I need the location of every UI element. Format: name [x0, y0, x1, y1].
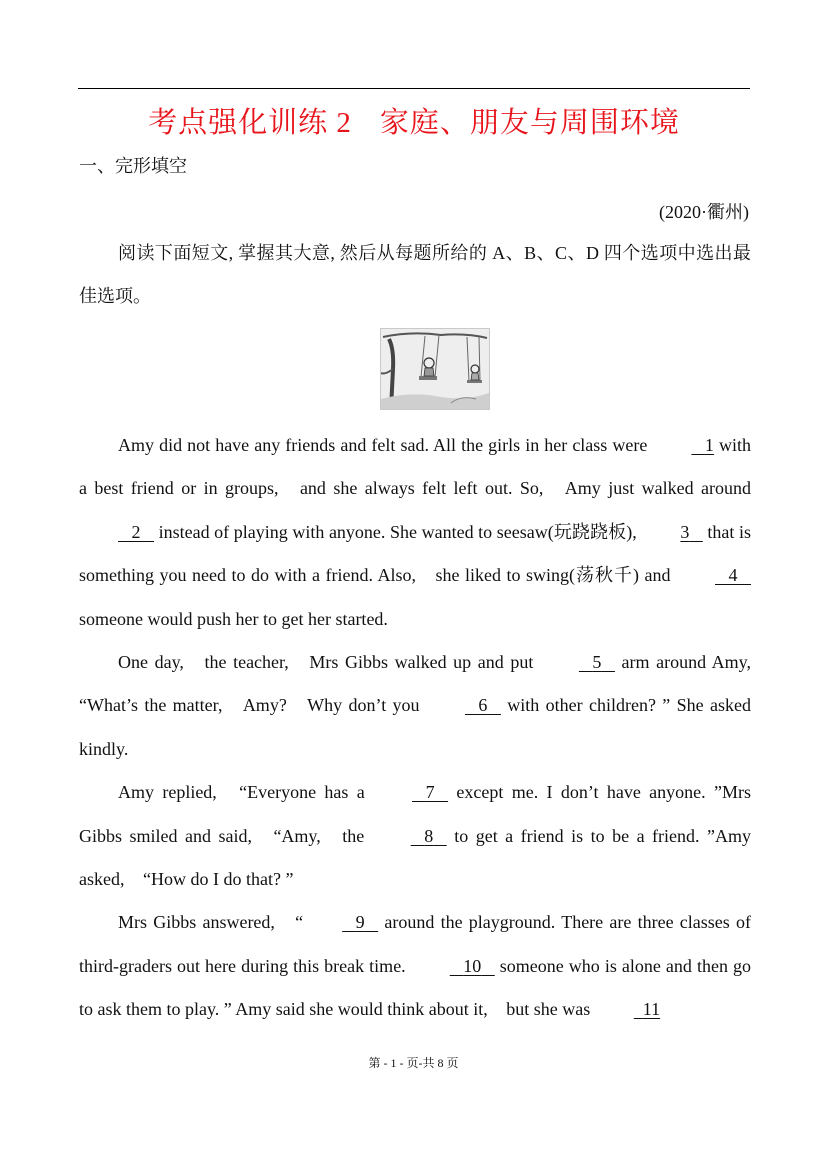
blank-number: 4	[728, 565, 738, 586]
header-rule	[78, 88, 750, 89]
passage-text: instead of playing with anyone. She wanted to seesaw(玩跷跷板),	[154, 521, 642, 542]
passage-text: Mrs Gibbs walked up and put	[309, 652, 540, 673]
passage-text: “	[295, 912, 304, 933]
passage-text: with other children? ” She asked kindly.	[79, 695, 751, 759]
passage-text: but she was	[506, 999, 595, 1020]
blank-1	[652, 424, 714, 467]
passage-text: “Everyone has a	[239, 782, 374, 803]
blank-number: 2	[131, 521, 141, 542]
passage-text: someone who is alone and then go to ask them to play. ” Amy said she would think about it,	[79, 955, 752, 1020]
passage-text: Mrs Gibbs answered,	[118, 912, 282, 933]
passage-text: and she always felt left out. So,	[299, 478, 551, 499]
instructions	[79, 232, 751, 318]
passage-text: around the playground. There are three classes of third-graders out here during this break time.	[79, 912, 751, 976]
blank-6	[426, 684, 501, 727]
blank-10	[411, 945, 495, 988]
passage-text: the	[342, 825, 372, 846]
section-heading: 一、完形填空	[79, 156, 187, 176]
blank-number: 1	[704, 435, 714, 455]
paragraph-1	[79, 424, 751, 641]
blank-11	[595, 988, 660, 1031]
blank-2	[79, 511, 154, 554]
passage-text: Amy replied,	[118, 782, 226, 803]
blank-number: 6	[478, 695, 488, 716]
blank-9	[303, 901, 378, 944]
passage-text: Why don’t you	[307, 695, 426, 716]
paragraph-3	[79, 771, 751, 901]
passage-text: she liked to swing(荡秋千) and	[435, 565, 676, 586]
paragraph-4	[79, 901, 751, 1031]
blank-7	[373, 771, 448, 814]
passage-text: Amy did not have any friends and felt sad. All the girls in her class were	[118, 435, 653, 455]
blank-number: 9	[355, 912, 365, 933]
blank-4	[676, 554, 751, 597]
passage-text: someone would push her to get her started.	[79, 608, 388, 629]
blank-5	[540, 641, 615, 684]
passage-text: that is something you need to do with a friend. Also,	[79, 521, 751, 586]
blank-number: 3	[680, 521, 690, 542]
blank-8	[372, 815, 447, 858]
passage-text: to get a friend is to be a friend. ”Amy asked,	[79, 825, 751, 890]
passage-text: One day,	[118, 652, 191, 673]
blank-number: 11	[642, 999, 661, 1020]
passage-text: with a best friend or in groups,	[79, 435, 751, 499]
passage-text: except me. I don’t have anyone. ”Mrs Gibbs smiled and said,	[79, 782, 751, 846]
instructions-text: 阅读下面短文, 掌握其大意, 然后从每题所给的 A、B、C、D 四个选项中选出最佳选项。	[79, 243, 751, 306]
blank-3	[641, 511, 703, 554]
illustration-image	[380, 328, 490, 410]
blank-number: 10	[463, 955, 482, 976]
blank-number: 5	[592, 652, 602, 673]
passage-text: Amy just walked around	[564, 478, 751, 499]
title-unit: 考点强化训练 2	[148, 107, 352, 139]
passage	[79, 424, 751, 1032]
blank-number: 8	[424, 825, 434, 846]
paragraph-2	[79, 641, 751, 771]
passage-text: “Amy,	[273, 825, 329, 846]
page-title	[78, 100, 750, 141]
passage-text: Amy?	[242, 695, 294, 716]
page-footer: 第 - 1 - 页-共 8 页	[368, 1056, 459, 1070]
title-topic: 家庭、朋友与周围环境	[379, 107, 680, 139]
passage-text: the teacher,	[204, 652, 296, 673]
passage-text: “How do I do that? ”	[142, 869, 294, 890]
passage-text: arm around Amy, “What’s the matter,	[79, 652, 751, 716]
source-label: (2020·衢州)	[659, 202, 749, 222]
blank-number: 7	[425, 782, 435, 803]
